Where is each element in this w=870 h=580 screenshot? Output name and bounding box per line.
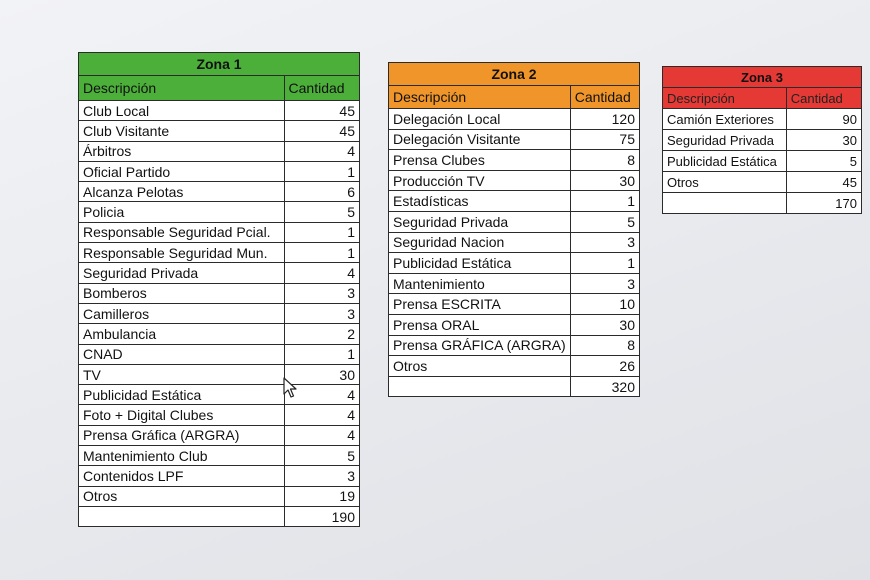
cell-cantidad[interactable]: 1: [284, 222, 359, 242]
cell-descripcion[interactable]: Bomberos: [79, 283, 285, 303]
cell-descripcion[interactable]: Seguridad Nacion: [389, 232, 571, 253]
zona-3-title[interactable]: Zona 3: [663, 67, 862, 88]
table-row: [389, 335, 640, 356]
cell-descripcion[interactable]: Oficial Partido: [79, 161, 285, 181]
cell-descripcion[interactable]: Publicidad Estática: [389, 253, 571, 274]
cell-descripcion[interactable]: Prensa ESCRITA: [389, 294, 571, 315]
zona-3-header-cantidad[interactable]: Cantidad: [786, 88, 861, 109]
cell-cantidad[interactable]: 90: [786, 109, 861, 130]
table-row: [79, 466, 360, 486]
cell-cantidad[interactable]: 4: [284, 425, 359, 445]
empty-cell[interactable]: [79, 506, 285, 526]
cell-cantidad[interactable]: 120: [570, 109, 639, 130]
zona-1-title[interactable]: Zona 1: [79, 53, 360, 76]
table-row: [389, 211, 640, 232]
cell-cantidad[interactable]: 1: [570, 253, 639, 274]
cell-cantidad[interactable]: 3: [284, 466, 359, 486]
table-row: [389, 253, 640, 274]
cell-cantidad[interactable]: 5: [284, 446, 359, 466]
cell-descripcion[interactable]: Prensa Gráfica (ARGRA): [79, 425, 285, 445]
total-value[interactable]: 320: [570, 376, 639, 397]
cell-descripcion[interactable]: Estadísticas: [389, 191, 571, 212]
cell-descripcion[interactable]: Publicidad Estática: [663, 151, 787, 172]
cell-cantidad[interactable]: 1: [284, 243, 359, 263]
table-row: [79, 283, 360, 303]
cell-cantidad[interactable]: 3: [284, 283, 359, 303]
total-value[interactable]: 170: [786, 193, 861, 214]
table-row: [389, 314, 640, 335]
mouse-pointer-icon: [283, 377, 299, 399]
cell-cantidad[interactable]: 30: [570, 170, 639, 191]
table-row: [79, 263, 360, 283]
cell-descripcion[interactable]: Árbitros: [79, 141, 285, 161]
table-row: [389, 109, 640, 130]
zona-2-table: [388, 62, 640, 397]
cell-descripcion[interactable]: Producción TV: [389, 170, 571, 191]
cell-descripcion[interactable]: Ambulancia: [79, 324, 285, 344]
cell-cantidad[interactable]: 4: [284, 263, 359, 283]
cell-cantidad[interactable]: 3: [570, 232, 639, 253]
cell-cantidad[interactable]: 4: [284, 405, 359, 425]
zona-1-header-descripcion[interactable]: Descripción: [79, 76, 285, 101]
zona-1-table: [78, 52, 360, 527]
table-row: [389, 273, 640, 294]
zona-2-header-cantidad[interactable]: Cantidad: [570, 86, 639, 109]
table-row: [79, 222, 360, 242]
cell-descripcion[interactable]: Prensa ORAL: [389, 314, 571, 335]
total-value[interactable]: 190: [284, 506, 359, 526]
zona-2-title[interactable]: Zona 2: [389, 63, 640, 86]
table-row: [79, 182, 360, 202]
cell-cantidad[interactable]: 45: [786, 172, 861, 193]
cell-cantidad[interactable]: 75: [570, 129, 639, 150]
cell-descripcion[interactable]: Mantenimiento Club: [79, 446, 285, 466]
table-row: [79, 202, 360, 222]
cell-cantidad[interactable]: 6: [284, 182, 359, 202]
table-row: [663, 172, 862, 193]
cell-descripcion[interactable]: Prensa GRÁFICA (ARGRA): [389, 335, 571, 356]
table-row: [663, 151, 862, 172]
cell-cantidad[interactable]: 2: [284, 324, 359, 344]
total-row: [79, 506, 360, 526]
cell-cantidad[interactable]: 4: [284, 141, 359, 161]
empty-cell[interactable]: [389, 376, 571, 397]
cell-cantidad[interactable]: 3: [284, 303, 359, 323]
cell-descripcion[interactable]: Alcanza Pelotas: [79, 182, 285, 202]
cell-descripcion[interactable]: Seguridad Privada: [663, 130, 787, 151]
cell-cantidad[interactable]: 19: [284, 486, 359, 506]
total-row: [663, 193, 862, 214]
cell-descripcion[interactable]: Otros: [389, 356, 571, 377]
cell-cantidad[interactable]: 5: [284, 202, 359, 222]
table-row: [389, 170, 640, 191]
table-row: [389, 356, 640, 377]
cell-cantidad[interactable]: 5: [570, 211, 639, 232]
zona-1-body: [79, 101, 360, 527]
cell-descripcion[interactable]: Mantenimiento: [389, 273, 571, 294]
cell-cantidad[interactable]: 30: [570, 314, 639, 335]
zona-3-header-descripcion[interactable]: Descripción: [663, 88, 787, 109]
table-row: [663, 130, 862, 151]
empty-cell[interactable]: [663, 193, 787, 214]
cell-cantidad[interactable]: 30: [284, 364, 359, 384]
table-row: [79, 425, 360, 445]
cell-descripcion[interactable]: Responsable Seguridad Pcial.: [79, 222, 285, 242]
table-row: [663, 109, 862, 130]
table-row: [79, 364, 360, 384]
cell-descripcion[interactable]: Seguridad Privada: [389, 211, 571, 232]
cell-cantidad[interactable]: 1: [570, 191, 639, 212]
table-row: [79, 486, 360, 506]
cell-descripcion[interactable]: Club Visitante: [79, 121, 285, 141]
zona-3-body: [663, 109, 862, 214]
cell-descripcion[interactable]: Contenidos LPF: [79, 466, 285, 486]
cell-descripcion[interactable]: Delegación Local: [389, 109, 571, 130]
cell-cantidad[interactable]: 1: [284, 344, 359, 364]
cell-cantidad[interactable]: 5: [786, 151, 861, 172]
cell-descripcion[interactable]: Otros: [79, 486, 285, 506]
table-row: [79, 101, 360, 121]
cell-descripcion[interactable]: Responsable Seguridad Mun.: [79, 243, 285, 263]
cell-cantidad[interactable]: 10: [570, 294, 639, 315]
table-row: [79, 161, 360, 181]
total-row: [389, 376, 640, 397]
table-row: [79, 141, 360, 161]
cell-descripcion[interactable]: CNAD: [79, 344, 285, 364]
cell-descripcion[interactable]: Delegación Visitante: [389, 129, 571, 150]
table-row: [79, 344, 360, 364]
cell-cantidad[interactable]: 45: [284, 101, 359, 121]
cell-cantidad[interactable]: 8: [570, 335, 639, 356]
cell-cantidad[interactable]: 3: [570, 273, 639, 294]
cell-cantidad[interactable]: 26: [570, 356, 639, 377]
table-row: [389, 150, 640, 171]
cell-descripcion[interactable]: Prensa Clubes: [389, 150, 571, 171]
cell-cantidad[interactable]: 4: [284, 385, 359, 405]
table-row: [79, 405, 360, 425]
zona-2-header-descripcion[interactable]: Descripción: [389, 86, 571, 109]
table-row: [79, 303, 360, 323]
cell-descripcion[interactable]: Otros: [663, 172, 787, 193]
table-row: [389, 191, 640, 212]
cell-cantidad[interactable]: 30: [786, 130, 861, 151]
table-row: [389, 294, 640, 315]
cell-cantidad[interactable]: 45: [284, 121, 359, 141]
zona-3-table: [662, 66, 862, 214]
cell-descripcion[interactable]: Foto + Digital Clubes: [79, 405, 285, 425]
zona-1-header-cantidad[interactable]: Cantidad: [284, 76, 359, 101]
table-row: [79, 385, 360, 405]
table-row: [389, 232, 640, 253]
cell-descripcion[interactable]: Policia: [79, 202, 285, 222]
cell-descripcion[interactable]: Publicidad Estática: [79, 385, 285, 405]
table-row: [389, 129, 640, 150]
zona-2-body: [389, 109, 640, 397]
cell-descripcion[interactable]: Camión Exteriores: [663, 109, 787, 130]
cell-descripcion[interactable]: TV: [79, 364, 285, 384]
cell-cantidad[interactable]: 1: [284, 161, 359, 181]
cell-descripcion[interactable]: Club Local: [79, 101, 285, 121]
table-row: [79, 446, 360, 466]
table-row: [79, 324, 360, 344]
table-row: [79, 121, 360, 141]
cell-descripcion[interactable]: Seguridad Privada: [79, 263, 285, 283]
cell-cantidad[interactable]: 8: [570, 150, 639, 171]
cell-descripcion[interactable]: Camilleros: [79, 303, 285, 323]
table-row: [79, 243, 360, 263]
